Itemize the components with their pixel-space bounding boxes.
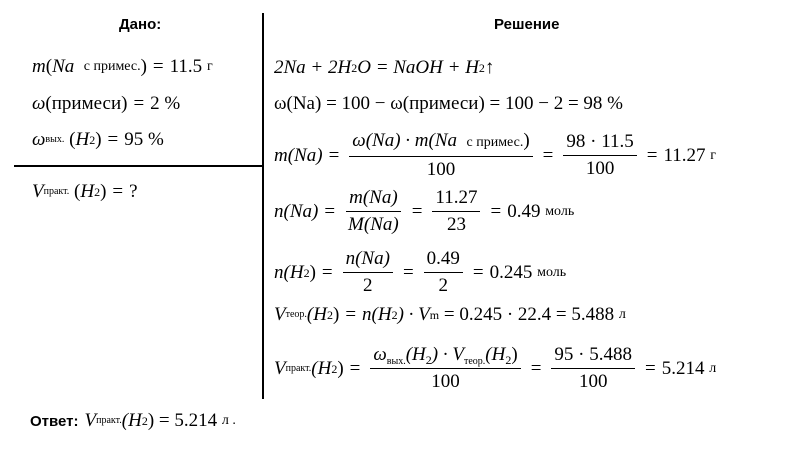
impurity-value: 2 % xyxy=(150,93,181,114)
moles-na-lhs: n(Na) xyxy=(274,200,319,222)
mass-na-num2: 98 · 11.5 xyxy=(563,131,636,156)
given-yield: ω вых. ( H 2 ) = 95 % xyxy=(32,129,164,150)
moles-na-num: m(Na) xyxy=(349,187,398,208)
volume-pract-num-csub: 2 xyxy=(505,353,512,367)
reaction-part-c: O = NaOH + H xyxy=(357,57,479,78)
horizontal-divider xyxy=(14,165,263,167)
volume-pract-num-c: (H xyxy=(485,344,506,365)
volume-pract-unit: л xyxy=(709,360,717,376)
mass-na-num-close: ) xyxy=(523,130,530,151)
volume-theor-equation: V теор. (H 2 ) = n(H 2 ) · V m = 0.245 · 22.4 = 5.488 л xyxy=(274,304,626,325)
omega-na-text: ω(Na) = 100 − ω(примеси) = 100 − 2 = 98 % xyxy=(274,93,623,114)
mass-na-den2: 100 xyxy=(585,158,615,179)
omega-symbol: ω xyxy=(32,93,46,114)
moles-h2-result: 0.245 xyxy=(489,261,533,283)
vertical-divider xyxy=(262,13,264,399)
mass-na-result: 11.27 xyxy=(663,144,706,166)
answer-arg-b: ) xyxy=(147,410,155,431)
find-arg: H xyxy=(80,181,95,202)
volume-pract-arg-a: (H xyxy=(311,357,332,379)
volume-symbol: V xyxy=(274,357,286,379)
moles-na-den2: 23 xyxy=(446,214,466,235)
omega-symbol: ω xyxy=(373,344,387,365)
omega-symbol: ω xyxy=(32,129,46,150)
mass-unit: г xyxy=(206,59,213,74)
moles-na-fraction xyxy=(345,187,402,236)
mass-na-num-word: с примес. xyxy=(466,135,524,150)
volume-pract-num-wsub: вых. xyxy=(386,356,406,367)
gas-arrow-icon: ↑ xyxy=(484,57,495,78)
moles-h2-num: n(Na) xyxy=(345,248,390,269)
moles-na-fraction-2 xyxy=(432,187,480,236)
impure-word: с примес. xyxy=(83,59,141,74)
reaction-part-a: 2Na + 2H xyxy=(274,57,352,78)
mass-na-lhs: m(Na) xyxy=(274,144,323,166)
answer-line: Ответ: V практ. (H 2 ) = 5.214 л . xyxy=(30,410,236,431)
volume-theor-unit: л xyxy=(618,307,626,322)
volume-pract-result: 5.214 xyxy=(661,357,705,379)
find-value: ? xyxy=(129,181,138,202)
moles-h2-lhs-a: n(H xyxy=(274,261,304,283)
moles-h2-unit: моль xyxy=(537,264,567,280)
moles-na-den: M(Na) xyxy=(348,214,399,235)
volume-pract-den: 100 xyxy=(431,371,460,392)
mass-na-num: ω(Na) · m(Na xyxy=(352,130,457,151)
volume-pract-equation: V практ. (H 2 ) = $\frac{\omega_{вых.}(H_2) \cdot V_{теор.}(H_2)}{100}$ = $\frac{95 \cdot 5.488}{100}$ = 5.214 л xyxy=(274,344,717,392)
moles-na-equation: n(Na) = $\frac{m(Na)}{M(Na)}$ = $\frac{11.27}{23}$ = 0.49 моль xyxy=(274,187,575,235)
moles-h2-den: 2 xyxy=(363,275,373,296)
moles-h2-den2: 2 xyxy=(438,275,449,296)
given-find: V практ. ( H 2 ) = ? xyxy=(32,181,138,202)
yield-arg: H xyxy=(75,129,90,150)
volume-theor-arg-b: ) xyxy=(332,304,340,325)
solution-header: Решение xyxy=(494,16,560,33)
volume-pract-num2: 95 · 5.488 xyxy=(551,344,635,369)
mass-na-den: 100 xyxy=(426,159,456,180)
volume-theor-rhs-a: n(H xyxy=(362,304,392,325)
given-mass: m ( Na с примес. ) = 11.5 г xyxy=(32,56,213,77)
mass-na-fraction-2 xyxy=(563,131,636,180)
volume-pract-fraction xyxy=(370,344,520,393)
moles-na-result: 0.49 xyxy=(507,200,541,222)
volume-pract-num-a: (H xyxy=(405,344,426,365)
answer-arg-a: (H xyxy=(121,410,142,431)
given-impurity: ω ( примеси ) = 2 % xyxy=(32,93,181,114)
moles-h2-equation: n(H 2 ) = $\frac{n(Na)}{2}$ = $\frac{0.49}{2}$ = 0.245 моль xyxy=(274,248,567,296)
volume-pract-num-asub: 2 xyxy=(425,353,432,367)
moles-na-unit: моль xyxy=(545,203,575,219)
mass-na-unit: г xyxy=(710,147,717,163)
answer-value: = 5.214 xyxy=(158,410,218,431)
volume-theor-rhs-c: = 0.245 · 22.4 = 5.488 xyxy=(443,304,615,325)
volume-theor-arg-a: (H xyxy=(306,304,327,325)
mass-arg: Na xyxy=(52,56,75,77)
volume-pract-arg-b: ) xyxy=(337,357,344,379)
moles-h2-lhs-b: ) xyxy=(309,261,316,283)
mass-symbol: m xyxy=(32,56,46,77)
yield-value: 95 % xyxy=(124,129,164,150)
mass-na-fraction xyxy=(349,130,532,181)
volume-symbol: V xyxy=(274,304,286,325)
volume-pract-num-d: ) xyxy=(511,344,518,365)
reaction-equation: 2Na + 2H 2 O = NaOH + H 2 ↑ xyxy=(274,57,495,78)
volume-pract-num-b: ) · V xyxy=(431,344,464,365)
given-header: Дано: xyxy=(119,16,162,33)
volume-pract-num-vsub: теор. xyxy=(463,356,486,367)
volume-symbol: V xyxy=(32,181,44,202)
answer-unit: л . xyxy=(221,413,236,428)
moles-h2-num2: 0.49 xyxy=(424,248,463,273)
volume-theor-rhs-b: ) · V xyxy=(397,304,430,325)
volume-pract-den2: 100 xyxy=(578,371,608,392)
mass-value: 11.5 xyxy=(169,56,203,77)
volume-symbol: V xyxy=(84,410,97,431)
mass-na-equation: m(Na) = $\frac{\text{ω(Na) · m(Na с примес.)}}{100}$ = $\frac{98 \cdot 11.5}{100}$ = 11.27 г xyxy=(274,130,717,180)
moles-h2-fraction xyxy=(343,248,393,297)
moles-na-num2: 11.27 xyxy=(432,187,480,212)
moles-h2-fraction-2 xyxy=(424,248,463,297)
answer-label: Ответ: xyxy=(30,412,79,430)
impurity-arg: примеси xyxy=(51,93,122,114)
volume-pract-fraction-2 xyxy=(551,344,635,393)
omega-na-equation xyxy=(274,93,623,115)
